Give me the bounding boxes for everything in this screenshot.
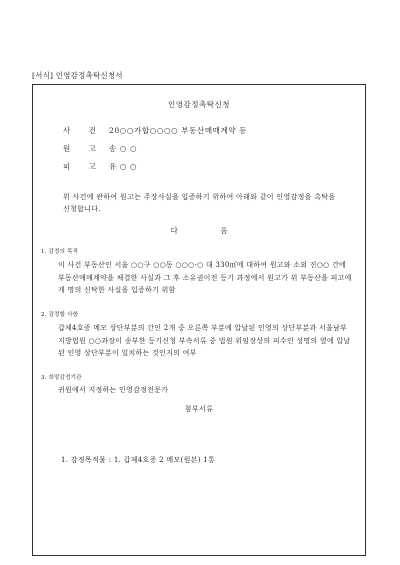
defendant-label: 피 고 — [63, 162, 104, 171]
party-row-defendant — [63, 161, 137, 172]
party-row-case — [63, 125, 247, 136]
attachments-heading: 첨부서류 — [184, 405, 214, 413]
document-title: 인영감정촉탁신청 — [168, 100, 230, 109]
plaintiff-label: 원 고 — [63, 144, 104, 153]
case-label: 사 건 — [63, 126, 104, 135]
attachment-item: 1. 감정목적물 : 1. 갑제4호증 2 메모(원본) 1통 — [61, 456, 216, 464]
form-label: [서식] 인영감정촉탁신청서 — [32, 71, 123, 80]
section-body-institution: 귀원에서 지정하는 인영감정전문가 — [58, 386, 169, 394]
case-value: 20○○가합○○○○ 부동산매매계약 등 — [109, 126, 248, 135]
section-title-institution: 3. 희망감정기관 — [41, 375, 82, 381]
section-title-purpose: 1. 감정의 목적 — [41, 249, 79, 255]
section-heading: 다 음 — [170, 226, 228, 235]
section-title-items: 2. 감정할 사항 — [41, 312, 79, 318]
plaintiff-value: 송 ○ ○ — [109, 144, 138, 153]
party-row-plaintiff — [63, 143, 137, 154]
defendant-value: 유 ○ ○ — [109, 162, 138, 171]
intro-paragraph: 위 사건에 관하여 원고는 주장사실을 입증하기 위하여 아래와 같이 인영감정을 촉탁을 신청합니다. — [63, 193, 336, 213]
section-body-items: 갑제4호증 메모 상단부분의 간인 2개 중 오른쪽 부분에 압날된 인영의 상단부분과 서울남부지방법원 ○○과장이 송부한 등기신청 부속서류 중 법원 위임장상의 피수인 성명의 옆에 압날된 인영 상단부분이 일치하는 것인지의 여부 — [58, 324, 351, 357]
document-page — [32, 84, 366, 556]
section-body-purpose: 이 사건 부동산인 서울 ○○구 ○○동 ○○○-○ 대 330㎡에 대하여 원고와 소외 진○○ 간에 부동산매매계약을 체결한 사실과 그 후 소유권이전 등기 과정에서 원고가 위 부동산을 피고에게 명의 신탁한 사실을 입증하기 위함 — [58, 261, 352, 294]
